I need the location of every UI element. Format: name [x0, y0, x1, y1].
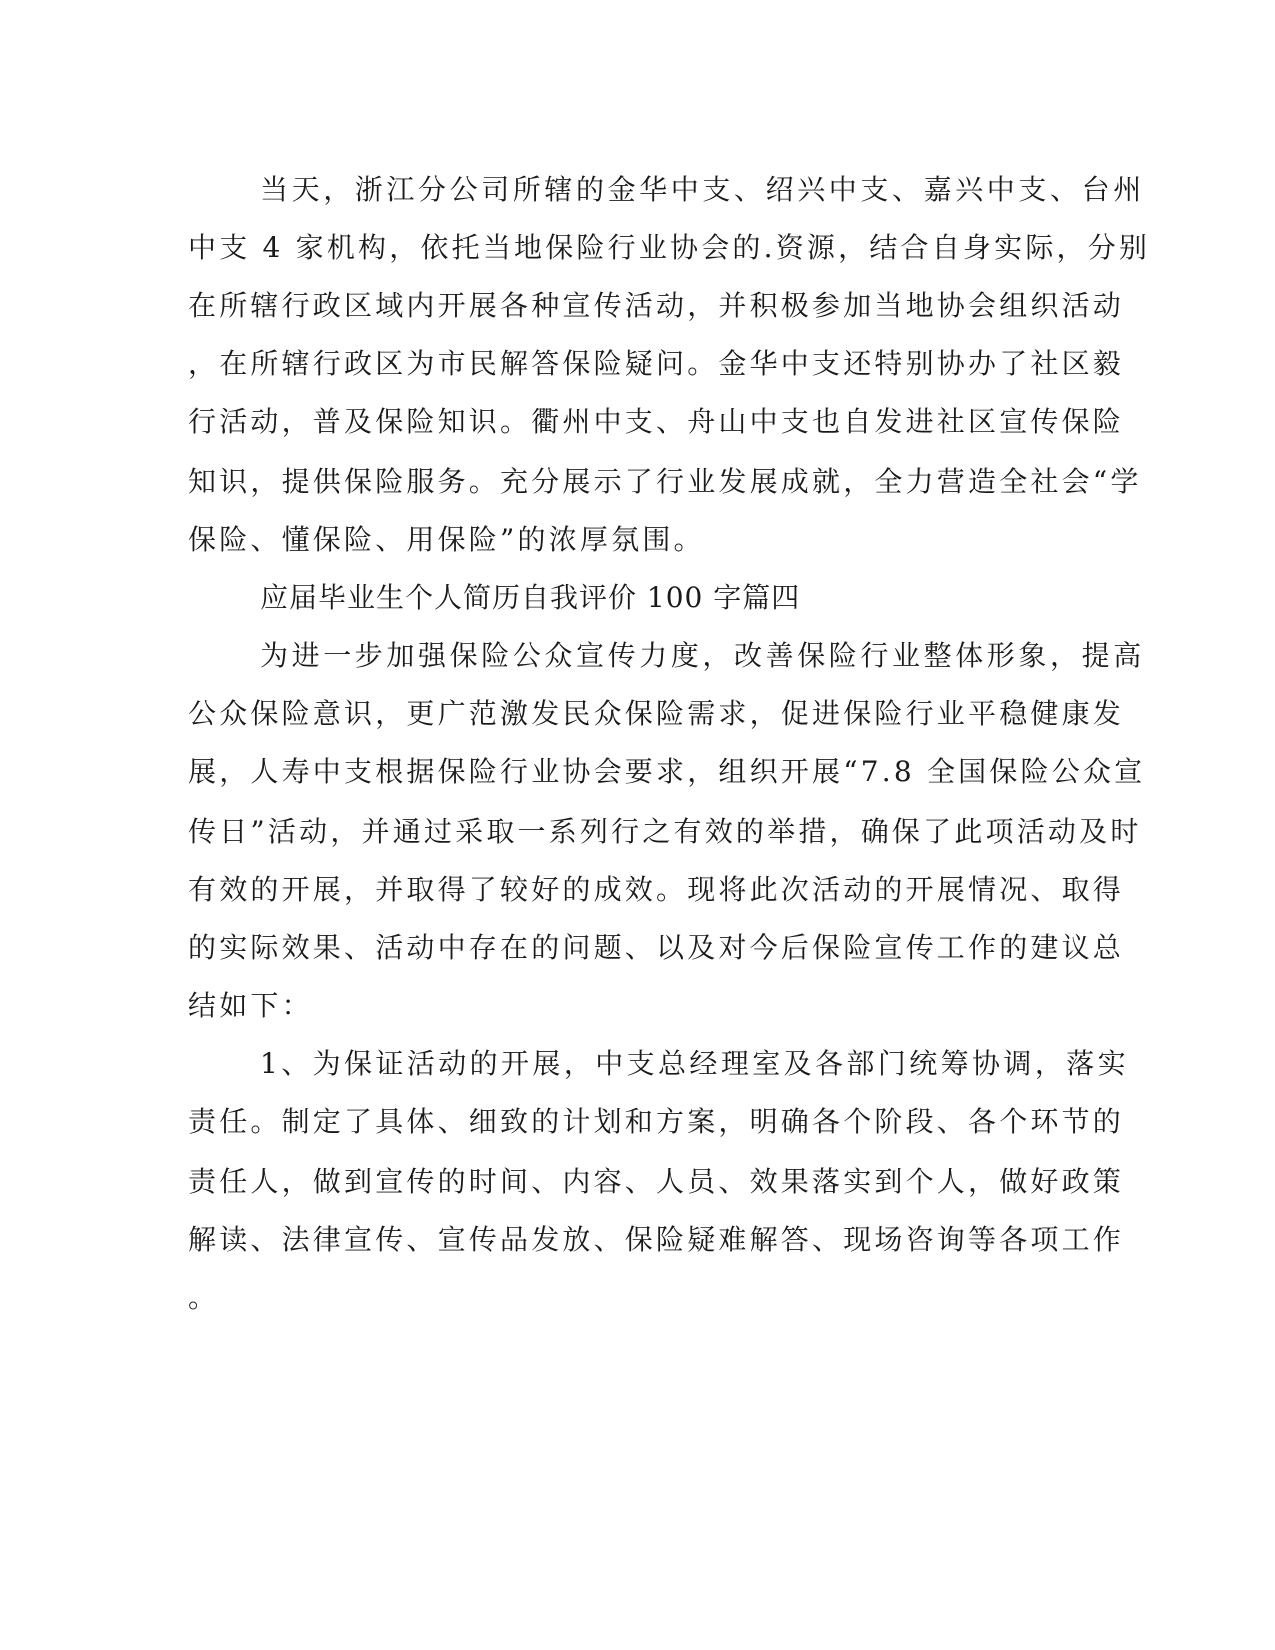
text-line: 责任。制定了具体、细致的计划和方案，明确各个阶段、各个环节的 [188, 1105, 1125, 1138]
text-line: 结如下： [188, 989, 313, 1022]
text-line: 1、为保证活动的开展，中支总经理室及各部门统筹协调，落实 [260, 1047, 1130, 1080]
text-line: 的实际效果、活动中存在的问题、以及对今后保险宣传工作的建议总 [188, 931, 1125, 964]
text-line: 。 [188, 1281, 220, 1314]
text-line: 解读、法律宣传、宣传品发放、保险疑难解答、现场咨询等各项工作 [188, 1223, 1125, 1256]
section-heading: 应届毕业生个人简历自我评价 100 字篇四 [260, 581, 801, 614]
text-line: 为进一步加强保险公众宣传力度，改善保险行业整体形象，提高 [260, 639, 1145, 672]
text-line: 保险、懂保险、用保险”的浓厚氛围。 [188, 523, 705, 556]
text-line: 中支 4 家机构，依托当地保险行业协会的.资源，结合自身实际，分别 [188, 231, 1151, 264]
text-line: ，在所辖行政区为市民解答保险疑问。金华中支还特别协办了社区毅 [188, 347, 1125, 380]
text-line: 有效的开展，并取得了较好的成效。现将此次活动的开展情况、取得 [188, 873, 1125, 906]
text-line: 行活动，普及保险知识。衢州中支、舟山中支也自发进社区宣传保险 [188, 405, 1125, 438]
text-line: 在所辖行政区域内开展各种宣传活动，并积极参加当地协会组织活动 [188, 289, 1125, 322]
text-line: 传日”活动，并通过采取一系列行之有效的举措，确保了此项活动及时 [188, 815, 1142, 848]
text-line: 知识，提供保险服务。充分展示了行业发展成就，全力营造全社会“学 [188, 465, 1142, 498]
text-line: 公众保险意识，更广范激发民众保险需求，促进保险行业平稳健康发 [188, 697, 1125, 730]
text-line: 当天，浙江分公司所辖的金华中支、绍兴中支、嘉兴中支、台州 [260, 173, 1145, 206]
text-line: 展，人寿中支根据保险行业协会要求，组织开展“7.8 全国保险公众宣 [188, 755, 1146, 788]
text-line: 责任人，做到宣传的时间、内容、人员、效果落实到个人，做好政策 [188, 1165, 1125, 1198]
